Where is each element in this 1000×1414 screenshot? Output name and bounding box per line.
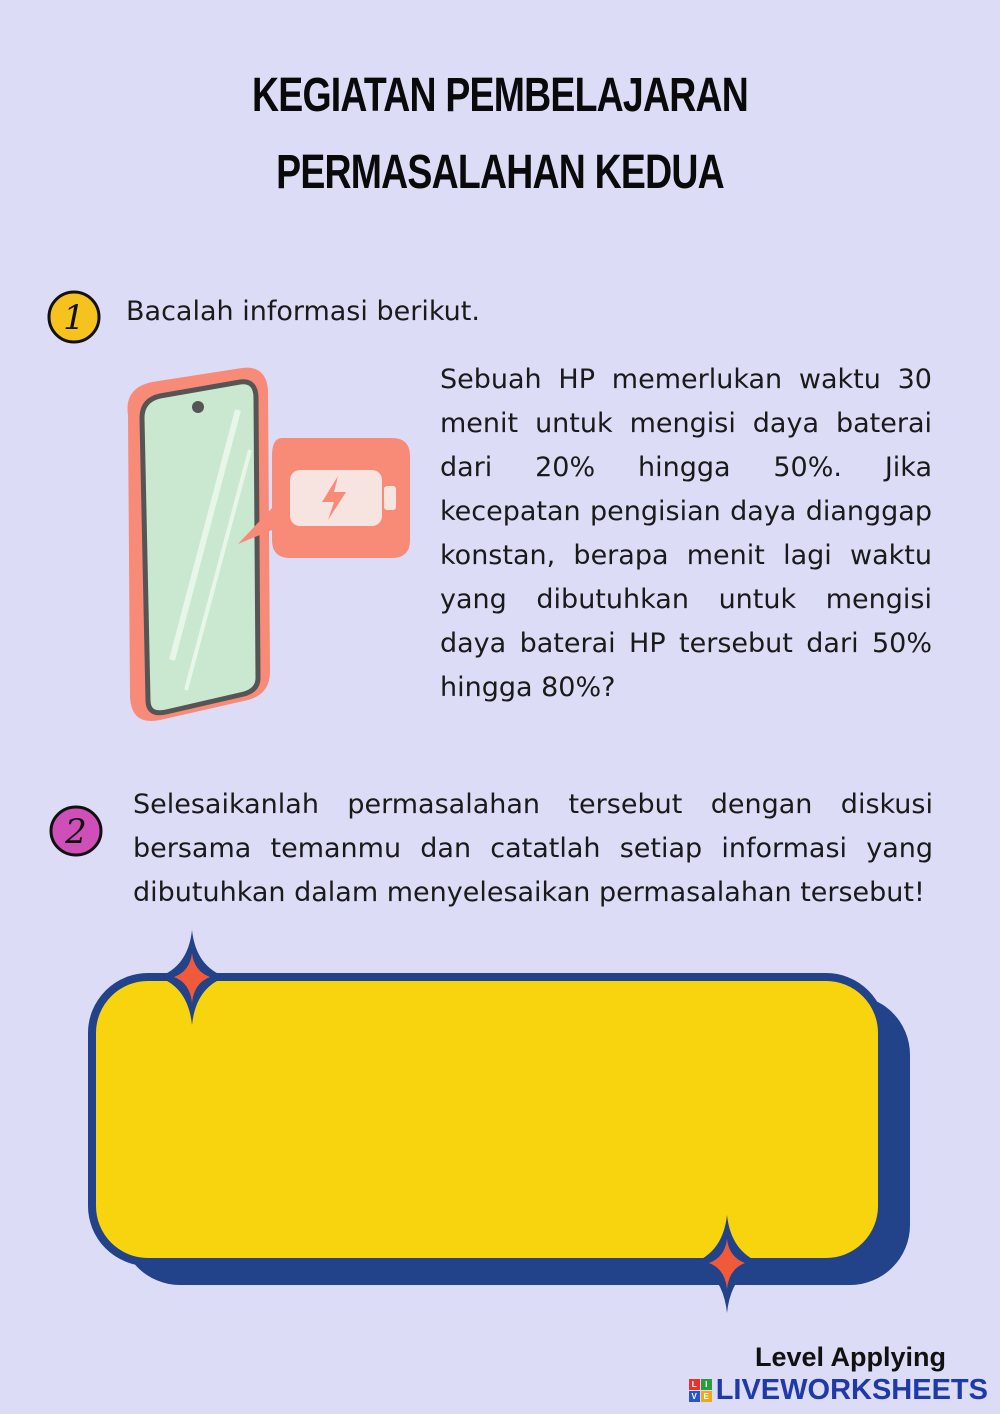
logo-letter-v: V <box>689 1391 700 1402</box>
level-label: Level Applying <box>754 1342 946 1372</box>
problem-statement: Sebuah HP memerlukan waktu 30 menit untuk mengisi daya baterai dari 20% hingga 50%. Jika kecepatan pengisian daya dianggap konstan, berapa menit lagi waktu yang dibutuhkan untuk mengisi daya baterai HP tersebut dari 50% hingga 80%? <box>440 364 932 703</box>
title-line-1: KEGIATAN PEMBELAJARAN <box>251 69 749 122</box>
step-1-number: 1 <box>63 298 85 338</box>
step-1-badge <box>46 288 102 344</box>
step-1-label: Bacalah informasi berikut. <box>126 296 480 327</box>
step-2-badge <box>48 803 104 859</box>
logo-letter-e: E <box>701 1391 712 1402</box>
logo-letter-l: L <box>689 1379 700 1390</box>
liveworksheets-logo <box>689 1374 988 1407</box>
live-logo-icon <box>689 1379 712 1402</box>
title-line-2: PERMASALAHAN KEDUA <box>276 146 724 199</box>
brand-name: LIVEWORKSHEETS <box>715 1374 988 1406</box>
step-2-number: 2 <box>65 812 87 852</box>
smartphone-icon <box>110 360 430 740</box>
logo-letter-i: I <box>701 1379 712 1390</box>
answer-box[interactable] <box>80 925 920 1320</box>
step-2-instruction: Selesaikanlah permasalahan tersebut dengan diskusi bersama temanmu dan catatlah setiap informasi yang dibutuhkan dalam menyelesaikan permasalahan tersebut! <box>133 789 933 908</box>
